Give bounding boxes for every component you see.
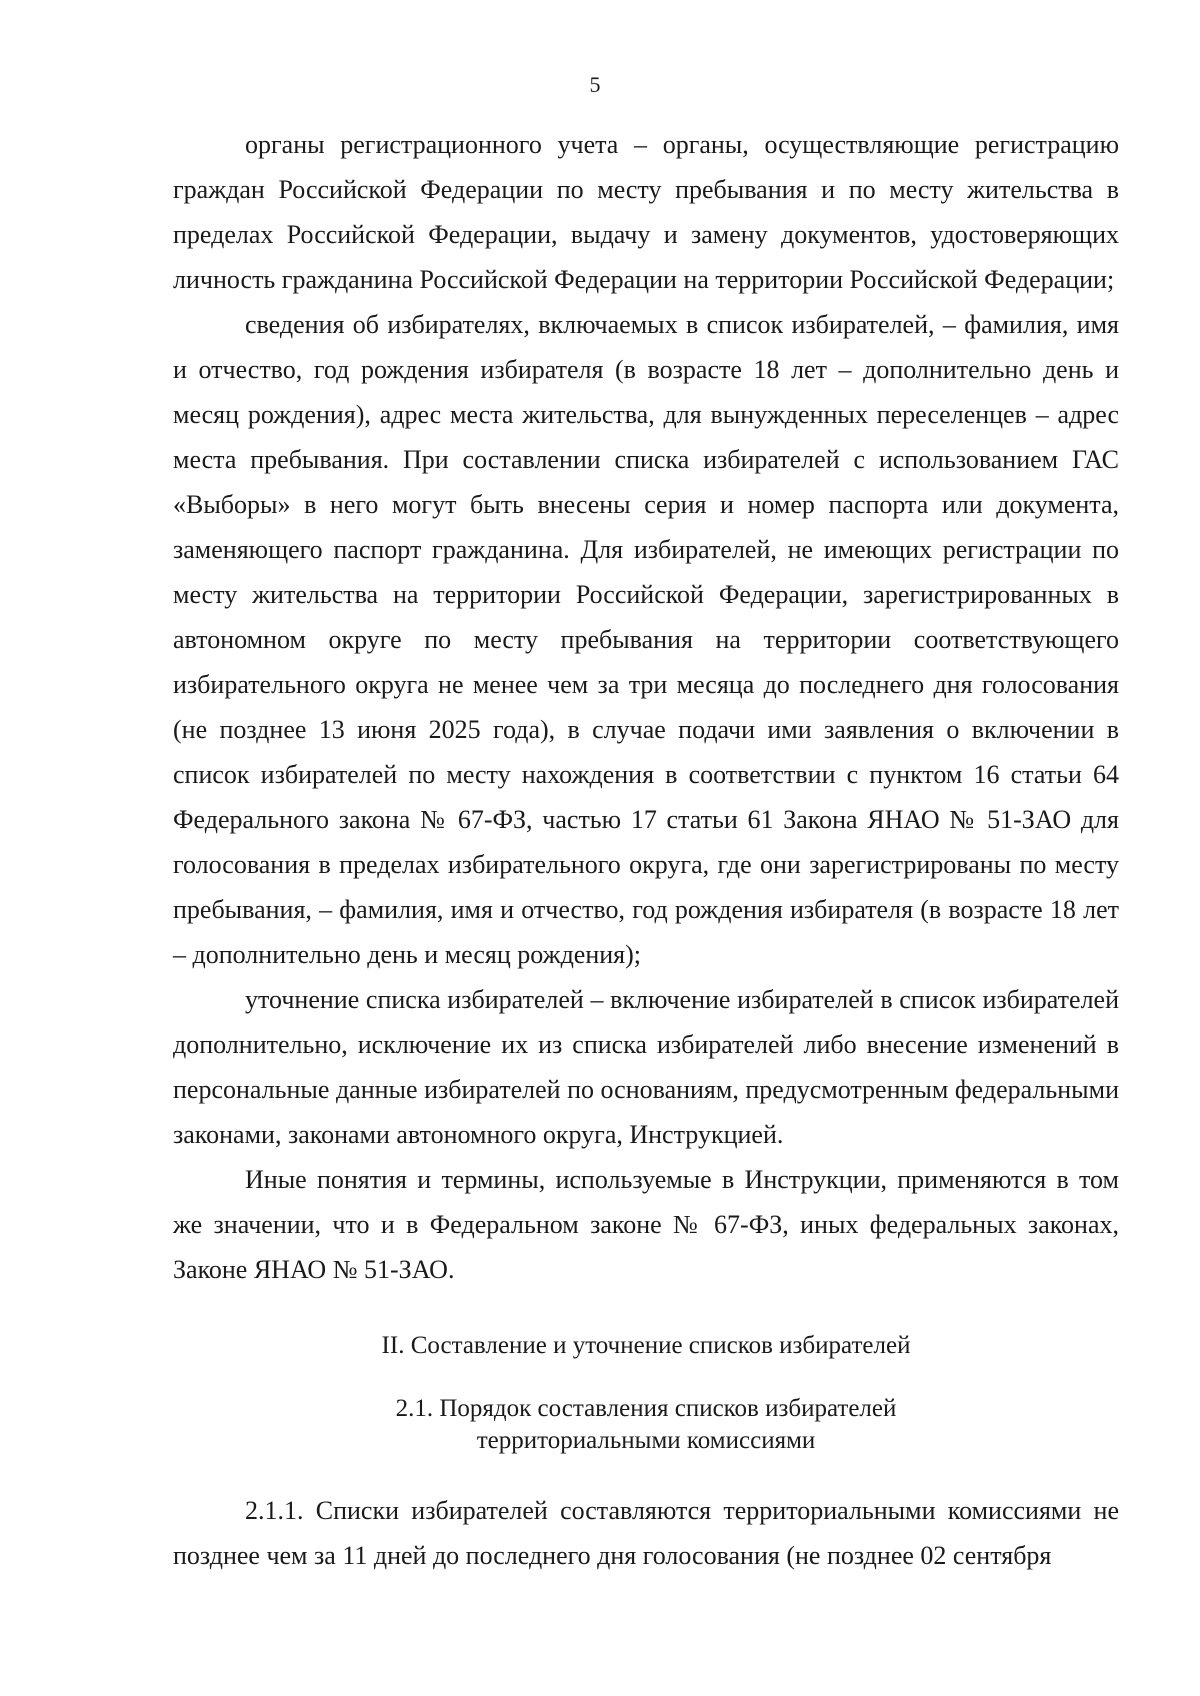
paragraph-clause-2-1-1: 2.1.1. Списки избирателей составляются территориальными комиссиями не позднее чем за 11 дней до последнего дня голосования (не позднее 02 сентября <box>173 1496 1119 1570</box>
paragraph-voter-info: сведения об избирателях, включаемых в список избирателей, – фамилия, имя и отчество, год рождения избирателя (в возрасте 18 лет – дополнительно день и месяц рождения), адрес места жительства, для вынужденных переселенцев – адрес места пребывания. При составлении списка избирателей с использованием ГАС «Выборы» в него могут быть внесены серия и номер паспорта или документа, заменяющего паспорт гражданина. Для избирателей, не имеющих регистрации по месту жительства на территории Российской Федерации, зарегистрированных в автономном округе по месту пребывания на территории соответствующего избирательного округа не менее чем за три месяца до последнего дня голосования (не позднее 13 июня 2025 года), в случае подачи ими заявления о включении в список избирателей по месту нахождения в соответствии с пунктом 16 статьи 64 Федерального закона № 67-ФЗ, частью 17 статьи 61 Закона ЯНАО № 51-ЗАО для голосования в пределах избирательного округа, где они зарегистрированы по месту пребывания, – фамилия, имя и отчество, год рождения избирателя (в возрасте 18 лет – дополнительно день и месяц рождения); <box>173 310 1119 969</box>
subsection-heading-line-2: территориальными комиссиями <box>476 1427 816 1454</box>
section-heading: II. Составление и уточнение списков избирателей <box>381 1332 911 1359</box>
document-body <box>173 122 1119 1578</box>
paragraph-registration-bodies: органы регистрационного учета – органы, осуществляющие регистрацию граждан Российской Федерации по месту пребывания и по месту жительства в пределах Российской Федерации, выдачу и замену документов, удостоверяющих личность гражданина Российской Федерации на территории Российской Федерации; <box>173 130 1119 294</box>
subsection-heading-line-1: 2.1. Порядок составления списков избирателей <box>395 1395 897 1422</box>
page-number: 5 <box>589 72 601 97</box>
paragraph-other-terms: Иные понятия и термины, используемые в Инструкции, применяются в том же значении, что и в Федеральном законе № 67-ФЗ, иных федеральных законах, Законе ЯНАО № 51-ЗАО. <box>173 1165 1119 1284</box>
paragraph-list-clarification: уточнение списка избирателей – включение избирателей в список избирателей дополнительно, исключение их из списка избирателей либо внесение изменений в персональные данные избирателей по основаниям, предусмотренным федеральными законами, законами автономного округа, Инструкцией. <box>173 985 1119 1149</box>
